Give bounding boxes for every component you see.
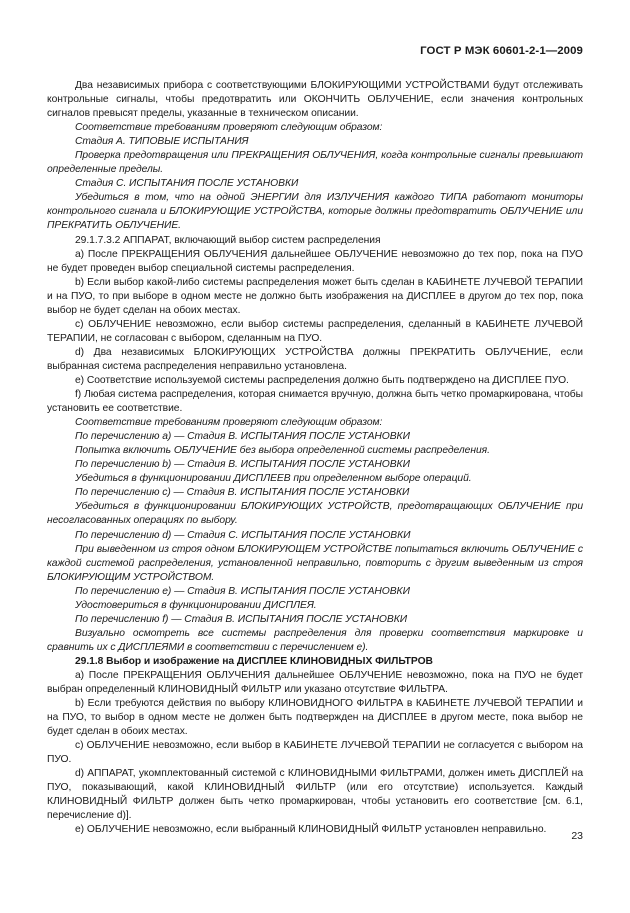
paragraph: Два независимых прибора с соответствующими БЛОКИРУЮЩИМИ УСТРОЙСТВАМИ будут отслеживать контрольные сигналы, чтобы предотвратить или ОКОНЧИТЬ ОБЛУЧЕНИЕ, если значения контрольных сигналов превысят пределы, указанные в техническом описании. xyxy=(47,80,583,120)
paragraph: Удостовериться в функционировании ДИСПЛЕЯ. xyxy=(75,599,317,611)
paragraph: Попытка включить ОБЛУЧЕНИЕ без выбора определенной системы распределения. xyxy=(75,445,490,457)
section-heading: 29.1.8 Выбор и изображение на ДИСПЛЕЕ КЛИНОВИДНЫХ ФИЛЬТРОВ xyxy=(75,655,433,667)
paragraph: Убедиться в функционировании ДИСПЛЕЕВ при определенном выборе операций. xyxy=(75,473,472,485)
paragraph: d) АППАРАТ, укомплектованный системой с КЛИНОВИДНЫМИ ФИЛЬТРАМИ, должен иметь ДИСПЛЕЙ на ПУО, показывающий, какой КЛИНОВИДНЫЙ ФИЛЬТР (или его отсутствие) используется. Каждый КЛИНОВИДНЫЙ ФИЛЬТР должен быть четко промаркирован, чтобы установить его соответствие [см. 6.1, перечисление d)]. xyxy=(47,768,583,822)
document-body xyxy=(47,79,583,838)
paragraph: d) Два независимых БЛОКИРУЮЩИХ УСТРОЙСТВА должны ПРЕКРАТИТЬ ОБЛУЧЕНИЕ, если выбранная система распределения неправильно установлена. xyxy=(47,346,583,372)
paragraph: е) Соответствие используемой системы распределения должно быть подтверждено на ДИСПЛЕЕ ПУО. xyxy=(75,374,569,386)
paragraph: Проверка предотвращения или ПРЕКРАЩЕНИЯ ОБЛУЧЕНИЯ, когда контрольные сигналы превышают определенные пределы. xyxy=(47,150,583,176)
paragraph: Стадия С. ИСПЫТАНИЯ ПОСЛЕ УСТАНОВКИ xyxy=(75,178,299,190)
paragraph: При выведенном из строя одном БЛОКИРУЮЩЕМ УСТРОЙСТВЕ попытаться включить ОБЛУЧЕНИЕ с каждой системой распределения, установленной неправильно, повторить с другим выведенным из строя БЛОКИРУЮЩИМ УСТРОЙСТВОМ. xyxy=(47,543,583,583)
paragraph: b) Если выбор какой-либо системы распределения может быть сделан в КАБИНЕТЕ ЛУЧЕВОЙ ТЕРАПИИ и на ПУО, то при выборе в одном месте не должно быть изображения на ДИСПЛЕЕ в другом до тех пор, пока выбор не будет сделан на обоих местах. xyxy=(47,276,583,316)
paragraph: е) ОБЛУЧЕНИЕ невозможно, если выбранный КЛИНОВИДНЫЙ ФИЛЬТР установлен неправильно. xyxy=(75,824,547,836)
paragraph: По перечислению е) — Стадия В. ИСПЫТАНИЯ ПОСЛЕ УСТАНОВКИ xyxy=(75,585,410,597)
paragraph: f) Любая система распределения, которая снимается вручную, должна быть четко промаркирована, чтобы установить ее соответствие. xyxy=(47,389,583,415)
paragraph: Стадия А. ТИПОВЫЕ ИСПЫТАНИЯ xyxy=(75,136,249,148)
paragraph: а) После ПРЕКРАЩЕНИЯ ОБЛУЧЕНИЯ дальнейшее ОБЛУЧЕНИЕ невозможно до тех пор, пока на ПУО не будет проведен выбор специальной системы распределения. xyxy=(47,248,583,274)
paragraph: Убедиться в том, что на одной ЭНЕРГИИ для ИЗЛУЧЕНИЯ каждого ТИПА работают мониторы контрольного сигнала и БЛОКИРУЮЩИЕ УСТРОЙСТВА, которые должны предотвратить ОБЛУЧЕНИЕ или ПРЕКРАТИТЬ ОБЛУЧЕНИЕ. xyxy=(47,192,583,232)
paragraph: По перечислению b) — Стадия В. ИСПЫТАНИЯ ПОСЛЕ УСТАНОВКИ xyxy=(75,459,410,471)
document-header: ГОСТ Р МЭК 60601-2-1—2009 xyxy=(420,45,583,57)
paragraph: с) ОБЛУЧЕНИЕ невозможно, если выбор в КАБИНЕТЕ ЛУЧЕВОЙ ТЕРАПИИ не согласуется с выбором на ПУО. xyxy=(47,740,583,766)
paragraph: а) После ПРЕКРАЩЕНИЯ ОБЛУЧЕНИЯ дальнейшее ОБЛУЧЕНИЕ невозможно, пока на ПУО не будет выбран определенный КЛИНОВИДНЫЙ ФИЛЬТР или указано отсутствие ФИЛЬТРА. xyxy=(47,669,583,696)
paragraph: b) Если требуются действия по выбору КЛИНОВИДНОГО ФИЛЬТРА в КАБИНЕТЕ ЛУЧЕВОЙ ТЕРАПИИ и на ПУО, то выбор в одном месте не должен быть подтвержден на ДИСПЛЕЕ в другом месте, пока выбор не будет сделан в обоих местах. xyxy=(47,698,583,738)
paragraph: Соответствие требованиям проверяют следующим образом: xyxy=(75,122,383,134)
paragraph: По перечислению а) — Стадия В. ИСПЫТАНИЯ ПОСЛЕ УСТАНОВКИ xyxy=(75,431,410,443)
paragraph: Визуально осмотреть все системы распределения для проверки соответствия маркировке и сравнить их с ДИСПЛЕЯМИ в соответствии с перечислением е). xyxy=(47,627,583,653)
paragraph: 29.1.7.3.2 АППАРАТ, включающий выбор систем распределения xyxy=(75,234,381,246)
paragraph: Соответствие требованиям проверяют следующим образом: xyxy=(75,417,383,429)
paragraph: Убедиться в функционировании БЛОКИРУЮЩИХ УСТРОЙСТВ, предотвращающих ОБЛУЧЕНИЕ при несогласованных операциях по выбору. xyxy=(47,501,583,527)
paragraph: По перечислению f) — Стадия В. ИСПЫТАНИЯ ПОСЛЕ УСТАНОВКИ xyxy=(75,613,408,625)
paragraph: с) ОБЛУЧЕНИЕ невозможно, если выбор системы распределения, сделанный в КАБИНЕТЕ ЛУЧЕВОЙ ТЕРАПИИ, не согласован с выбором, сделанным на ПУО. xyxy=(47,318,583,344)
paragraph: По перечислению с) — Стадия В. ИСПЫТАНИЯ ПОСЛЕ УСТАНОВКИ xyxy=(75,487,410,499)
page-number: 23 xyxy=(571,830,583,842)
paragraph: По перечислению d) — Стадия С. ИСПЫТАНИЯ ПОСЛЕ УСТАНОВКИ xyxy=(75,529,411,541)
